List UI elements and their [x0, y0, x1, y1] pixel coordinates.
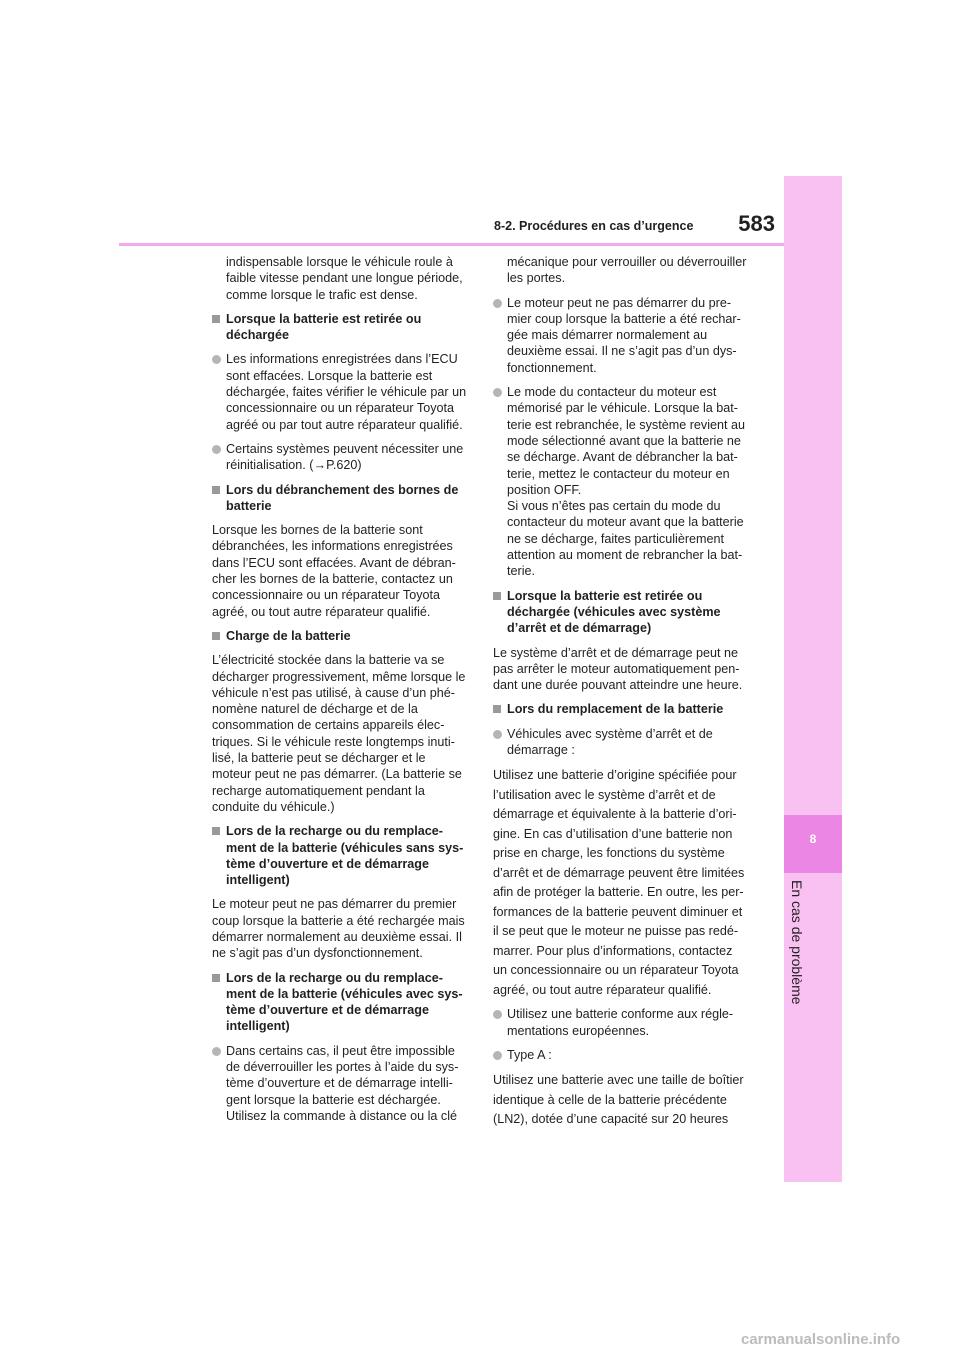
text-line: ment de la batterie (véhicules avec sys-: [226, 986, 463, 1001]
text-line: prise en charge, les fonctions du système: [493, 846, 725, 861]
text-line: consommation de certains appareils élec-: [212, 718, 445, 733]
text-line: contacteur du moteur avant que la batterie: [507, 515, 744, 530]
text-line: lisé, la batterie peut se décharger et le: [212, 751, 426, 766]
text-line: un concessionnaire ou un réparateur Toyota: [493, 963, 739, 978]
text-line: indispensable lorsque le véhicule roule à: [226, 255, 453, 269]
text-line: terie.: [507, 564, 535, 579]
body-paragraph: [493, 766, 763, 1000]
section-heading: [212, 823, 482, 888]
text-line: dans l’ECU sont effacées. Avant de débran-: [212, 555, 456, 570]
text-line: formances de la batterie peuvent diminuer et: [493, 904, 743, 919]
text-line: moteur peut ne pas démarrer. (La batterie se: [212, 767, 462, 782]
page-number: 583: [738, 211, 775, 236]
text-line: identique à celle de la batterie précédente: [493, 1092, 727, 1107]
text-line: cher les bornes de la batterie, contactez un: [212, 572, 453, 587]
text-line: comme lorsque le trafic est dense.: [226, 287, 418, 302]
text-line: démarrer normalement au deuxième essai. Il: [212, 929, 462, 944]
text-line: démarrage et équivalente à la batterie d’ori-: [493, 807, 737, 822]
text-line: Lorsque la batterie est retirée ou: [507, 588, 703, 603]
text-line: déchargée (véhicules avec système: [507, 604, 721, 619]
left-text-column: [212, 254, 482, 1132]
text-line: sont effacées. Lorsque la batterie est: [226, 368, 433, 383]
text-line: Le moteur peut ne pas démarrer du premier: [212, 897, 457, 912]
text-line: mode sélectionné avant que la batterie ne: [507, 433, 741, 448]
bullet-item: [212, 351, 482, 432]
text-line: Lorsque la batterie est retirée ou: [226, 311, 422, 326]
text-line: recharge automatiquement pendant la: [212, 783, 425, 798]
text-line: Utilisez une batterie d’origine spécifiée pour: [493, 768, 737, 783]
text-line: Lors du remplacement de la batterie: [507, 702, 724, 717]
text-line: Lors de la recharge ou du remplace-: [226, 824, 443, 839]
text-line: Les informations enregistrées dans l’ECU: [226, 352, 458, 367]
text-line: conduite du véhicule.): [212, 799, 335, 814]
text-line: ne s’agit pas d’un dysfonctionnement.: [212, 946, 423, 961]
text-line: d’arrêt et de démarrage): [507, 621, 652, 636]
text-line: fonctionnement.: [507, 360, 597, 375]
text-line: Certains systèmes peuvent nécessiter une: [226, 441, 464, 456]
text-line: les portes.: [507, 271, 566, 286]
text-line: coup lorsque la batterie a été rechargée mais: [212, 913, 465, 928]
text-line: Dans certains cas, il peut être impossible: [226, 1043, 455, 1058]
text-line: ne se décharge, faites particulièrement: [507, 531, 725, 546]
text-line: gée mais démarrer normalement au: [507, 328, 708, 343]
text-line: Charge de la batterie: [226, 628, 351, 643]
text-line: déchargée: [226, 328, 289, 343]
text-line: concessionnaire ou un réparateur Toyota: [212, 588, 441, 603]
continued-paragraph: [493, 254, 763, 287]
text-line: véhicule n’est pas utilisé, à cause d’un phé-: [212, 685, 455, 700]
text-line: Utilisez une batterie conforme aux régle-: [507, 1007, 734, 1022]
body-paragraph: [493, 645, 763, 694]
bullet-item: [493, 384, 763, 580]
bullet-item: [212, 441, 482, 474]
text-line: réinitialisation. (→P.620): [226, 458, 362, 473]
text-line: débranchées, les informations enregistrées: [212, 539, 453, 554]
bullet-item: [493, 726, 763, 759]
section-heading: [493, 701, 763, 717]
text-line: position OFF.: [507, 482, 582, 497]
text-line: Utilisez une batterie avec une taille de boîtier: [493, 1073, 744, 1088]
text-line: ment de la batterie (véhicules sans sys-: [226, 840, 464, 855]
body-paragraph: [493, 1071, 763, 1130]
text-line: Si vous n’êtes pas certain du mode du: [507, 499, 721, 514]
text-line: marrer. Pour plus d’informations, contactez: [493, 943, 733, 958]
text-line: Véhicules avec système d’arrêt et de: [507, 726, 713, 741]
text-line: terie est rebranchée, le système revient au: [507, 417, 746, 432]
text-line: décharger progressivement, même lorsque le: [212, 669, 466, 684]
text-line: agréé, ou tout autre réparateur qualifié.: [212, 604, 431, 619]
text-line: agréé ou par tout autre réparateur qualifié.: [226, 417, 463, 432]
text-line: intelligent): [226, 873, 290, 888]
text-line: Lors de la recharge ou du remplace-: [226, 970, 443, 985]
text-line: terie, mettez le contacteur du moteur en: [507, 466, 730, 481]
text-line: l’utilisation avec le système d’arrêt et de: [493, 787, 716, 802]
text-line: de déverrouiller les portes à l’aide du sys-: [226, 1060, 459, 1075]
text-line: Le moteur peut ne pas démarrer du pre-: [507, 295, 732, 310]
text-line: agréé, ou tout autre réparateur qualifié.: [493, 982, 712, 997]
section-heading: [212, 970, 482, 1035]
text-line: gine. En cas d’utilisation d’une batterie non: [493, 826, 733, 841]
text-line: tème d’ouverture et de démarrage intelli-: [226, 1076, 453, 1091]
body-paragraph: [212, 896, 482, 961]
bullet-item: [493, 1047, 763, 1063]
text-line: se décharge. Avant de débrancher la bat-: [507, 450, 738, 465]
text-line: mécanique pour verrouiller ou déverrouiller: [507, 255, 747, 269]
text-line: Le système d’arrêt et de démarrage peut ne: [493, 645, 739, 660]
bullet-item: [493, 1006, 763, 1039]
text-line: attention au moment de rebrancher la bat-: [507, 548, 743, 563]
bullet-item: [212, 1043, 482, 1124]
text-line: Type A :: [507, 1047, 552, 1062]
text-line: Utilisez la commande à distance ou la clé: [226, 1108, 457, 1123]
section-heading: [212, 628, 482, 644]
text-line: concessionnaire ou un réparateur Toyota: [226, 401, 455, 416]
text-line: tème d’ouverture et de démarrage: [226, 1003, 429, 1018]
text-line: L’électricité stockée dans la batterie va se: [212, 653, 445, 668]
text-line: gent lorsque la batterie est déchargée.: [226, 1092, 441, 1107]
text-line: dant une durée pouvant atteindre une heure.: [493, 678, 743, 693]
header-rule: [119, 243, 784, 246]
text-line: déchargée, faites vérifier le véhicule par un: [226, 385, 467, 400]
text-line: pas arrêter le moteur automatiquement pen-: [493, 661, 740, 676]
text-line: triques. Si le véhicule reste longtemps inuti-: [212, 734, 455, 749]
watermark[interactable]: carmanualsonline.info: [741, 1331, 901, 1348]
section-heading: [212, 311, 482, 344]
section-heading: [493, 588, 763, 637]
text-line: mier coup lorsque la batterie a été rechar-: [507, 311, 741, 326]
text-line: démarrage :: [507, 743, 575, 758]
right-text-column: [493, 254, 763, 1136]
body-paragraph: [212, 652, 482, 815]
chapter-number: 8: [809, 832, 817, 846]
text-line: mémorisé par le véhicule. Lorsque la bat-: [507, 401, 738, 416]
text-line: il se peut que le moteur ne puisse pas redé-: [493, 924, 739, 939]
text-line: d’arrêt et de démarrage peuvent être limitées: [493, 865, 745, 880]
text-line: deuxième essai. Il ne s’agit pas d’un dys-: [507, 344, 737, 359]
chapter-title: En cas de problème: [789, 880, 805, 1005]
text-line: Le mode du contacteur du moteur est: [507, 385, 717, 400]
text-line: nomène naturel de décharge et de la: [212, 702, 418, 717]
text-line: intelligent): [226, 1019, 290, 1034]
text-line: mentations européennes.: [507, 1023, 650, 1038]
section-title: 8-2. Procédures en cas d’urgence: [494, 219, 694, 233]
text-line: afin de protéger la batterie. En outre, les per-: [493, 885, 744, 900]
continued-paragraph: [212, 254, 482, 303]
bullet-item: [493, 295, 763, 376]
section-heading: [212, 482, 482, 515]
body-paragraph: [212, 522, 482, 620]
text-line: batterie: [226, 498, 272, 513]
text-line: Lorsque les bornes de la batterie sont: [212, 523, 423, 538]
text-line: faible vitesse pendant une longue période,: [226, 271, 463, 286]
text-line: tème d’ouverture et de démarrage: [226, 856, 429, 871]
text-line: (LN2), dotée d’une capacité sur 20 heures: [493, 1112, 729, 1127]
text-line: Lors du débranchement des bornes de: [226, 482, 459, 497]
